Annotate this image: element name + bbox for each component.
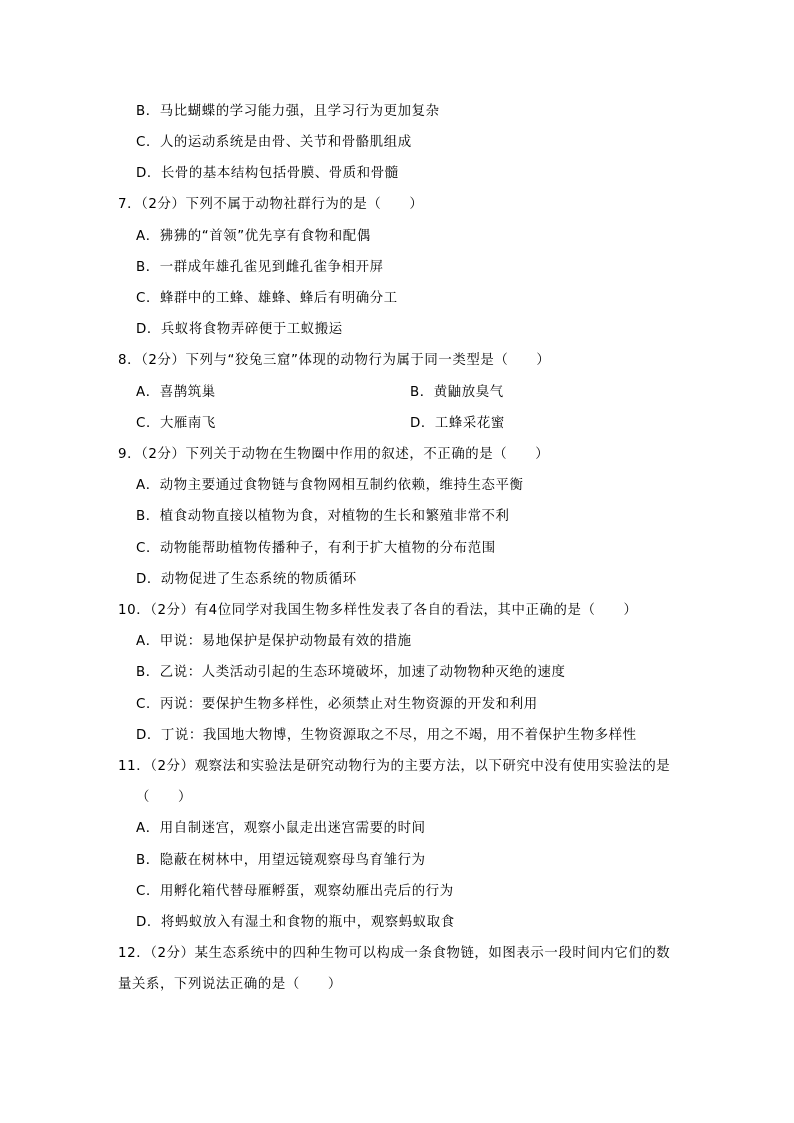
option-text: B．马比蝴蝶的学习能力强，且学习行为更加复杂	[136, 104, 440, 119]
option-text: B．植食动物直接以植物为食，对植物的生长和繁殖非常不利	[136, 509, 510, 524]
option-text: D．长骨的基本结构包括骨膜、骨质和骨髓	[136, 166, 399, 181]
option-text: C．动物能帮助植物传播种子，有利于扩大植物的分布范围	[136, 541, 496, 556]
question-7-stem: 7．（2分）下列不属于动物社群行为的是（ ）	[118, 197, 424, 212]
question-12-stem: 12．（2分）某生态系统中的四种生物可以构成一条食物链，如图表示一段时间内它们的数	[118, 946, 671, 961]
option-text: C．人的运动系统是由骨、关节和骨骼肌组成	[136, 135, 412, 150]
option-text: B．隐蔽在树林中，用望远镜观察母鸟育雏行为	[136, 853, 426, 868]
option-text: B．黄鼬放臭气	[410, 385, 504, 400]
option-text: C．用孵化箱代替母雁孵蛋，观察幼雁出壳后的行为	[136, 884, 454, 899]
option-text: A．用自制迷宫，观察小鼠走出迷宫需要的时间	[136, 821, 426, 836]
option-text: D．丁说：我国地大物博，生物资源取之不尽，用之不竭，用不着保护生物多样性	[136, 728, 637, 743]
option-text: A．动物主要通过食物链与食物网相互制约依赖，维持生态平衡	[136, 478, 524, 493]
option-text: A．狒狒的“首领”优先享有食物和配偶	[136, 229, 371, 244]
option-text: A．甲说：易地保护是保护动物最有效的措施	[136, 634, 412, 649]
option-text: C．大雁南飞	[136, 416, 216, 431]
option-text: B．一群成年雄孔雀见到雌孔雀争相开屏	[136, 260, 384, 275]
question-11-stem-cont: （ ）	[136, 790, 192, 805]
question-9-stem: 9．（2分）下列关于动物在生物圈中作用的叙述，不正确的是（ ）	[118, 447, 550, 462]
option-text: D．将蚂蚁放入有湿土和食物的瓶中，观察蚂蚁取食	[136, 915, 455, 930]
option-text: D．工蜂采花蜜	[410, 416, 505, 431]
question-8-stem: 8．（2分）下列与“狡兔三窟”体现的动物行为属于同一类型是（ ）	[118, 353, 551, 368]
question-11-stem: 11．（2分）观察法和实验法是研究动物行为的主要方法，以下研究中没有使用实验法的是	[118, 759, 671, 774]
option-text: B．乙说：人类活动引起的生态环境破坏，加速了动物物种灭绝的速度	[136, 665, 566, 680]
option-text: A．喜鹊筑巢	[136, 385, 216, 400]
option-text: D．动物促进了生态系统的物质循环	[136, 572, 357, 587]
option-text: D．兵蚁将食物弄碎便于工蚁搬运	[136, 322, 343, 337]
question-12-stem-cont: 量关系，下列说法正确的是（ ）	[118, 977, 342, 992]
option-text: C．蜂群中的工蜂、雄蜂、蜂后有明确分工	[136, 291, 398, 306]
question-10-stem: 10．（2分）有4位同学对我国生物多样性发表了各自的看法，其中正确的是（ ）	[118, 603, 638, 618]
option-text: C．丙说：要保护生物多样性，必须禁止对生物资源的开发和利用	[136, 697, 538, 712]
